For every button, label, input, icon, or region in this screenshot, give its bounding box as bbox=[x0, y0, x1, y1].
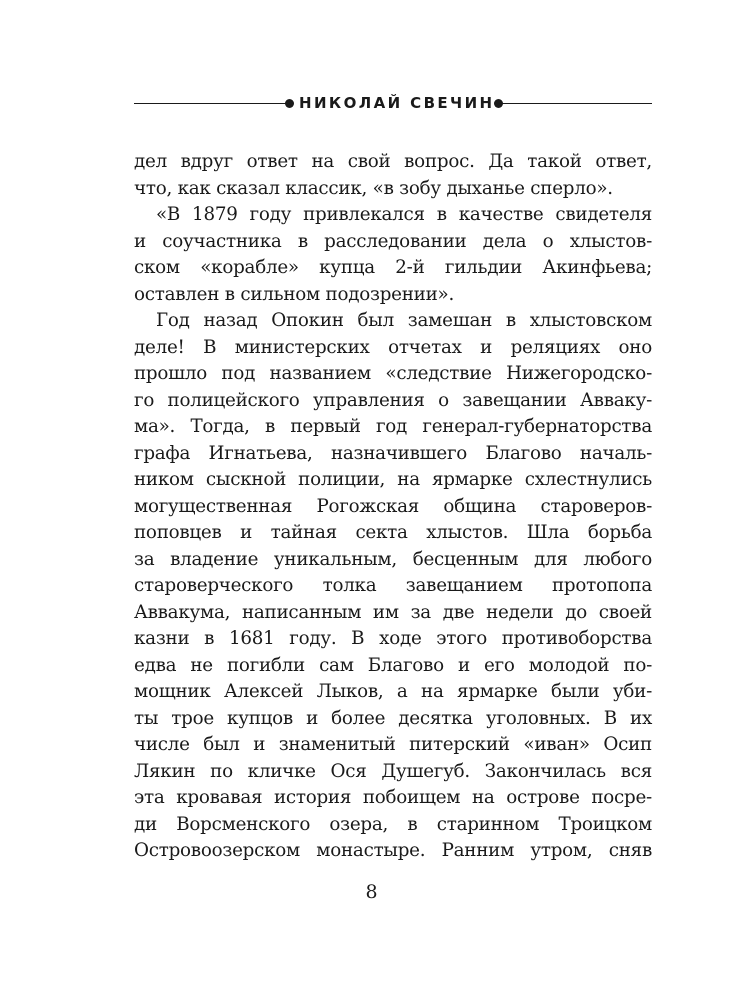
text-line: эта кровавая история побоищем на острове посре- bbox=[134, 787, 652, 808]
text-line: и соучастника в расследовании дела о хлыстов- bbox=[134, 230, 652, 252]
text-line: го полицейского управления о завещании Авваку- bbox=[134, 389, 652, 411]
text-line: могущественная Рогожская община староверов- bbox=[134, 495, 652, 517]
text-line: ди Ворсменского озера, в старинном Троицком bbox=[134, 813, 652, 835]
text-line: казни в 1681 году. В ходе этого противоборства bbox=[134, 628, 652, 649]
text-line: староверческого толка завещанием протопопа bbox=[134, 575, 652, 596]
text-line: ском «корабле» купца 2-й гильдии Акинфьева; bbox=[134, 257, 652, 278]
text-line: Год назад Опокин был замешан в хлыстовском bbox=[156, 310, 652, 331]
text-line: что, как сказал классик, «в зобу дыханье сперло». bbox=[134, 177, 613, 199]
text-line: ником сыскной полиции, на ярмарке схлестнулись bbox=[134, 469, 652, 490]
body-text bbox=[134, 149, 652, 865]
text-line: «В 1879 году привлекался в качестве свидетеля bbox=[156, 204, 652, 225]
text-line: деле! В министерских отчетах и реляциях оно bbox=[134, 336, 652, 358]
header-rule-left bbox=[134, 103, 286, 104]
running-header bbox=[134, 88, 652, 118]
text-line: ты трое купцов и более десятка уголовных. В их bbox=[134, 707, 652, 729]
text-line: поповцев и тайная секта хлыстов. Шла борьба bbox=[134, 522, 652, 543]
text-line: Аввакума, написанным им за две недели до своей bbox=[134, 601, 652, 623]
text-line: графа Игнатьева, назначившего Благово началь- bbox=[134, 442, 652, 464]
running-title: НИКОЛАЙ СВЕЧИН bbox=[299, 94, 495, 112]
text-line: за владение уникальным, бесценным для любого bbox=[134, 548, 652, 570]
text-line: Лякин по кличке Ося Душегуб. Закончилась вся bbox=[134, 760, 652, 782]
text-line: прошло под названием «следствие Нижегородско- bbox=[134, 363, 652, 384]
text-line: Островоозерском монастыре. Ранним утром, сняв bbox=[134, 840, 652, 861]
text-line: мощник Алексей Лыков, а на ярмарке были уби- bbox=[134, 681, 652, 702]
text-line: едва не погибли сам Благово и его молодой по- bbox=[134, 654, 652, 676]
text-line: дел вдруг ответ на свой вопрос. Да такой ответ, bbox=[134, 151, 652, 172]
text-line: оставлен в сильном подозрении». bbox=[134, 283, 455, 305]
bullet-ornament-left bbox=[285, 99, 294, 108]
header-rule-right bbox=[502, 103, 652, 104]
text-line: числе был и знаменитый питерский «иван» Осип bbox=[134, 734, 652, 755]
text-line: ма». Тогда, в первый год генерал-губернаторства bbox=[134, 416, 652, 437]
page-number: 8 bbox=[365, 881, 378, 903]
